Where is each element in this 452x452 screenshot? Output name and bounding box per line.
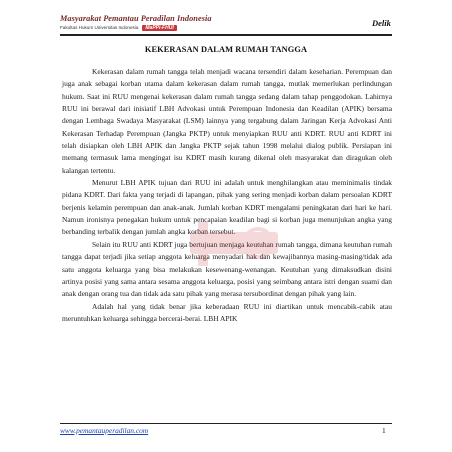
brand-logo-badge: MaPPI-FHUI	[142, 25, 176, 31]
brand-title: Masyarakat Pemantau Peradilan Indonesia	[60, 14, 212, 23]
brand-subtitle-row	[60, 24, 260, 32]
page-number: 1	[382, 426, 386, 435]
website-link[interactable]: www.pemantauperadilan.com	[60, 426, 149, 435]
section-label: Delik	[372, 18, 391, 28]
paragraph: Kekerasan dalam rumah tangga telah menjadi wacana tersendiri dalam keseharian. Perempuan dan juga anak sebagai korban utama dalam kekerasan dalam rumah tangga, mutlak memerlukan perlindungan hukum. Saat ini RUU mengenai kekerasan dalam rumah tangga sedang dalam tahap penggodokan. Lahirnya RUU ini berawal dari inisiatif LBH Advokasi untuk Perempuan Indonesia dan Keadilan (APIK) bersama dengan Lembaga Swadaya Masyarakat (LSM) lainnya yang tergabung dalam Jaringan Kerja Advokasi Anti Kekerasan Terhadap Perempuan (Jangka PKTP) untuk menyiapkan RUU anti KDRT. RUU anti KDRT ini telah disiapkan oleh LBH APIK dan Jangka PKTP sejak tahun 1998 melalui dialog publik. Persiapan ini memang termasuk lama mengingat isu KDRT masih kurang dikenal oleh masyarakat dan diragukan oleh kalangan tertentu.	[62, 67, 392, 175]
paragraph: Selain itu RUU anti KDRT juga bertujuan menjaga keutuhan rumah tangga, dimana keutuhan rumah tangga dapat terjadi jika setiap anggota keluarga menyadari hak dan kewajibannya masing-masing/tidak ada satu anggota keluarga yang bisa melakukan kesewenang-wenangan. Keutuhan yang dimaksudkan disini artinya posisi yang sama antara sesama anggota keluarga, posisi yang seimbang antara istri dengan suami dan anak dengan orang tua dan tidak ada satu pihak yang merasa tersubordinat dengan pihak yang lain.	[62, 239, 392, 299]
header-divider	[60, 34, 392, 36]
page-header	[60, 14, 390, 36]
paragraph: Adalah hal yang tidak benar jika keberadaan RUU ini diartikan untuk mencabik-cabik atau meruntuhkan keluarga sehingga bercerai-berai. LBH APIK	[62, 301, 392, 323]
document-body	[62, 66, 392, 325]
brand-subtitle: Fakultas Hukum Universitas Indonesia	[60, 25, 139, 30]
footer-divider	[60, 423, 392, 424]
document-title: KEKERASAN DALAM RUMAH TANGGA	[144, 45, 308, 54]
paragraph: Menurut LBH APIK tujuan dari RUU ini adalah untuk menghilangkan atau meminimalis tindak pidana KDRT. Dari fakta yang terjadi di lapangan, pihak yang sering menjadi korban dalam persoalan KDRT berjenis kelamin perempuan dan anak-anak. Jumlah korban KDRT mengalami peningkatan dari hari ke hari. Namun ironisnya penegakan hukum untuk pencapaian keadilan bagi si korban juga menunjukan angka yang berbanding terbalik dengan jumlah angka korban tersebut.	[62, 178, 392, 237]
